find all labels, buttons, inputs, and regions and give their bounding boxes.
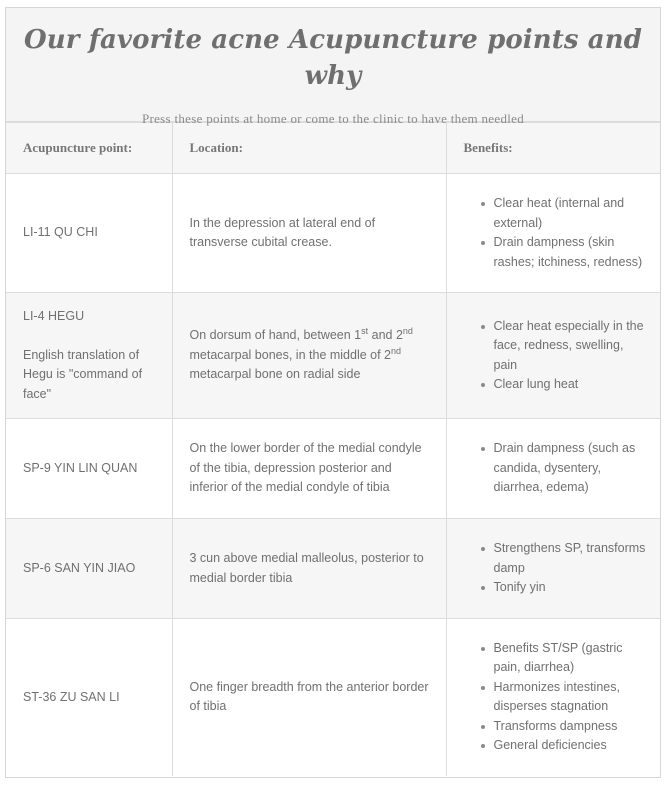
location-cell: On the lower border of the medial condyle of the tibia, depression posterior and inferior of the medial condyle of tibia	[172, 419, 446, 519]
point-cell: ST-36 ZU SAN LI	[6, 619, 172, 776]
ordinal-suffix: st	[361, 326, 369, 337]
point-note: English translation of Hegu is "command of face"	[23, 347, 143, 401]
table-header	[6, 8, 660, 126]
benefit-item: Tonify yin	[494, 578, 647, 598]
column-header-benefits: Benefits:	[446, 123, 660, 174]
benefit-item: Clear heat (internal and external)	[494, 194, 647, 233]
benefit-item: Clear lung heat	[494, 375, 647, 395]
benefit-item: Harmonizes intestines, disperses stagnation	[494, 678, 647, 717]
location-cell	[172, 293, 446, 419]
location-text: and 2	[368, 328, 403, 343]
ordinal-suffix: nd	[402, 326, 413, 337]
benefits-cell	[446, 174, 660, 293]
benefit-item: Strengthens SP, transforms damp	[494, 539, 647, 578]
benefit-item: Clear heat especially in the face, redness, swelling, pain	[494, 317, 647, 376]
point-name: LI-4 HEGU	[23, 309, 85, 323]
table-row	[6, 519, 660, 619]
location-cell: 3 cun above medial malleolus, posterior to medial border tibia	[172, 519, 446, 619]
benefits-list	[464, 639, 647, 756]
benefit-item: General deficiencies	[494, 736, 647, 756]
benefits-cell	[446, 419, 660, 519]
table-row	[6, 619, 660, 776]
benefits-list	[464, 317, 647, 395]
acupuncture-points-table	[6, 123, 660, 776]
point-cell: SP-6 SAN YIN JIAO	[6, 519, 172, 619]
table-row	[6, 293, 660, 419]
location-text: On dorsum of hand, between 1	[189, 328, 362, 343]
benefit-item: Transforms dampness	[494, 717, 647, 737]
benefits-cell	[446, 293, 660, 419]
benefit-item: Drain dampness (such as candida, dysentery, diarrhea, edema)	[494, 439, 647, 498]
benefit-item: Benefits ST/SP (gastric pain, diarrhea)	[494, 639, 647, 678]
page-title: Our favorite acne Acupuncture points and why	[24, 25, 642, 91]
location-cell: In the depression at lateral end of transverse cubital crease.	[172, 174, 446, 293]
column-header-point: Acupuncture point:	[6, 123, 172, 174]
benefit-item: Drain dampness (skin rashes; itchiness, redness)	[494, 233, 647, 272]
location-cell: One finger breadth from the anterior border of tibia	[172, 619, 446, 776]
table-row	[6, 174, 660, 293]
point-cell: SP-9 YIN LIN QUAN	[6, 419, 172, 519]
table-row	[6, 419, 660, 519]
benefits-cell	[446, 619, 660, 776]
benefits-list	[464, 539, 647, 598]
ordinal-suffix: nd	[391, 345, 402, 356]
point-cell	[6, 293, 172, 419]
acupuncture-table-frame	[5, 7, 661, 778]
point-cell: LI-11 QU CHI	[6, 174, 172, 293]
benefits-list	[464, 439, 647, 498]
column-header-row	[6, 123, 660, 174]
benefits-cell	[446, 519, 660, 619]
location-text: metacarpal bones, in the middle of 2	[189, 347, 392, 362]
page-subtitle: Press these points at home or come to the clinic to have them needled	[141, 111, 525, 126]
column-header-location: Location:	[172, 123, 446, 174]
benefits-list	[464, 194, 647, 272]
location-text: metacarpal bone on radial side	[189, 367, 361, 382]
